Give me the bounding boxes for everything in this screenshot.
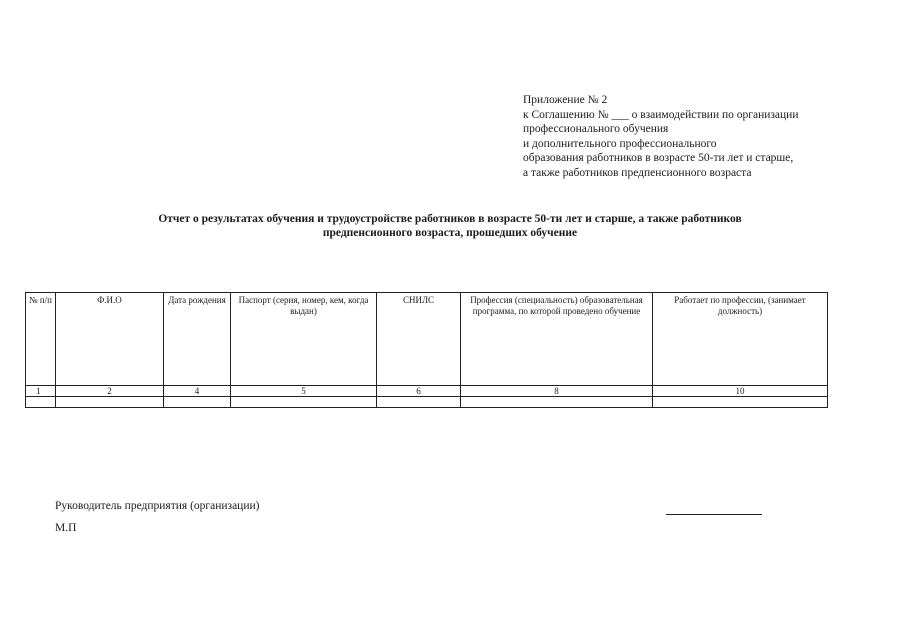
report-title-line-2: предпенсионного возраста, прошедших обучение bbox=[322, 227, 578, 239]
col-number-5: 6 bbox=[377, 386, 461, 397]
annex-line-4: и дополнительного профессионального bbox=[523, 137, 717, 150]
annex-line-1: Приложение № 2 bbox=[523, 94, 608, 106]
col-number-7: 10 bbox=[653, 386, 828, 397]
col-number-6: 8 bbox=[461, 386, 653, 397]
col-number-3: 4 bbox=[164, 386, 231, 397]
header-number: № п/п bbox=[26, 293, 56, 386]
table-number-row bbox=[26, 386, 828, 397]
header-birth-date: Дата рождения bbox=[164, 293, 231, 386]
table-cell bbox=[653, 397, 828, 408]
table-cell bbox=[231, 397, 377, 408]
header-snils: СНИЛС bbox=[377, 293, 461, 386]
table-cell bbox=[56, 397, 164, 408]
report-title bbox=[100, 212, 800, 240]
table-row bbox=[26, 397, 828, 408]
table-header-row bbox=[26, 293, 828, 386]
col-number-4: 5 bbox=[231, 386, 377, 397]
annex-line-3: профессионального обучения bbox=[523, 123, 669, 135]
report-title-line-1: Отчет о результатах обучения и трудоустройстве работников в возрасте 50-ти лет и старше, а также работников bbox=[158, 213, 742, 225]
annex-block bbox=[523, 93, 853, 180]
annex-line-2: к Соглашению № ___ о взаимодействии по организации bbox=[523, 108, 799, 121]
header-passport: Паспорт (серия, номер, кем, когда выдан) bbox=[231, 293, 377, 386]
header-works-by-profession: Работает по профессии, (занимает должность) bbox=[653, 293, 828, 386]
col-number-2: 2 bbox=[56, 386, 164, 397]
table-cell bbox=[26, 397, 56, 408]
col-number-1: 1 bbox=[26, 386, 56, 397]
signature-line bbox=[666, 514, 762, 515]
annex-line-5: образования работников в возрасте 50-ти лет и старше, bbox=[523, 152, 794, 164]
stamp-label: М.П bbox=[55, 522, 77, 534]
header-profession: Профессия (специальность) образовательная программа, по которой проведено обучение bbox=[461, 293, 653, 386]
annex-line-6: а также работников предпенсионного возраста bbox=[523, 166, 752, 179]
table-cell bbox=[377, 397, 461, 408]
report-table bbox=[25, 292, 828, 408]
table-cell bbox=[461, 397, 653, 408]
table-cell bbox=[164, 397, 231, 408]
signature-label: Руководитель предприятия (организации) bbox=[55, 500, 260, 512]
header-name: Ф.И.О bbox=[56, 293, 164, 386]
